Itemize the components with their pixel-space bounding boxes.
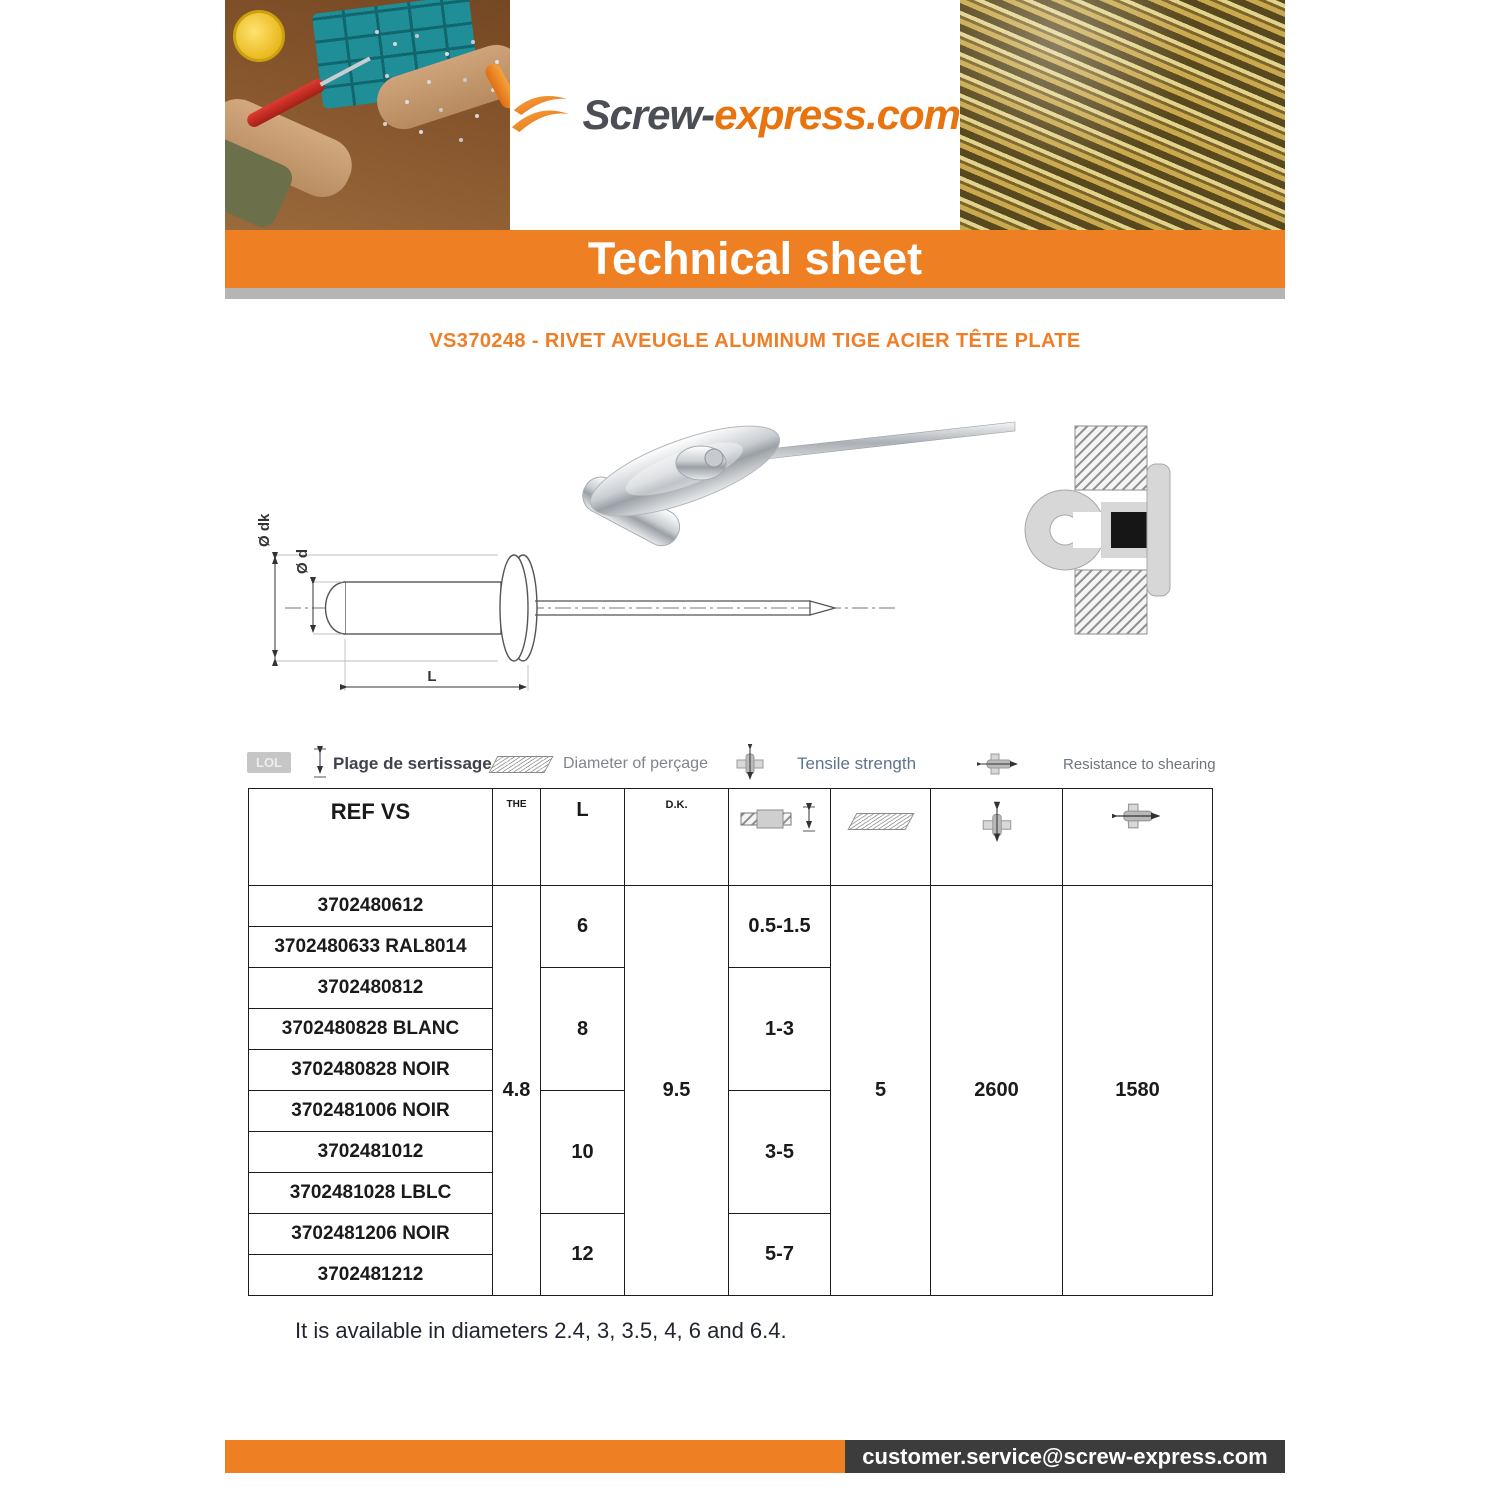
grip-range-cell: 1-3 xyxy=(729,968,831,1091)
ref-cell: 3702481206 NOIR xyxy=(249,1214,493,1255)
the-value-cell: 4.8 xyxy=(493,886,541,1296)
hatch-swatch-icon xyxy=(847,813,914,830)
banner-divider xyxy=(225,288,1285,299)
length-value-cell: 6 xyxy=(541,886,625,968)
grip-range-cell: 5-7 xyxy=(729,1214,831,1296)
spec-table xyxy=(248,788,1213,1296)
workbench-photo xyxy=(225,0,510,230)
logo xyxy=(510,0,960,230)
d-label: Ø d xyxy=(294,549,311,574)
ref-cell: 3702481028 LBLC xyxy=(249,1173,493,1214)
grip-range-cell: 3-5 xyxy=(729,1091,831,1214)
logo-suffix: express.com xyxy=(714,91,960,138)
legend-label-drill: Diameter of perçage xyxy=(563,755,708,772)
col-header-tensile xyxy=(931,789,1063,886)
shear-icon xyxy=(1112,799,1164,833)
legend xyxy=(225,742,1285,786)
page-title: VS370248 - RIVET AVEUGLE ALUMINUM TIGE ACIER TÊTE PLATE xyxy=(429,330,1081,352)
swoosh-icon xyxy=(510,88,570,142)
shear-resistance-cell: 1580 xyxy=(1063,886,1213,1296)
ref-cell: 3702480633 RAL8014 xyxy=(249,927,493,968)
table-header-row xyxy=(249,789,1213,886)
dk-label: Ø dk xyxy=(256,513,273,547)
shear-icon xyxy=(977,750,1021,778)
col-header-dk: D.K. xyxy=(625,789,729,886)
col-header-shear xyxy=(1063,789,1213,886)
drill-diameter-cell: 5 xyxy=(831,886,931,1296)
footer-bar xyxy=(225,1440,1285,1473)
length-value-cell: 12 xyxy=(541,1214,625,1296)
legend-label-tensile: Tensile strength xyxy=(797,754,917,773)
grip-range-icon xyxy=(737,799,823,839)
dk-value-cell: 9.5 xyxy=(625,886,729,1296)
length-label: L xyxy=(427,668,437,685)
length-value-cell: 10 xyxy=(541,1091,625,1214)
ref-cell: 3702480828 BLANC xyxy=(249,1009,493,1050)
logo-prefix: Screw- xyxy=(582,91,715,138)
banner xyxy=(225,230,1285,288)
contact-email: customer.service@screw-express.com xyxy=(862,1443,1268,1469)
legend-label-shear: Resistance to shearing xyxy=(1063,756,1216,773)
ref-cell: 3702480812 xyxy=(249,968,493,1009)
col-header-l: L xyxy=(541,789,625,886)
footer-accent xyxy=(225,1440,845,1473)
table-row xyxy=(249,886,1213,927)
ref-cell: 3702480612 xyxy=(249,886,493,927)
rivet-technical-drawing xyxy=(235,425,925,735)
tensile-icon xyxy=(979,799,1015,851)
col-header-drill xyxy=(831,789,931,886)
rivet-cross-section xyxy=(1015,408,1195,653)
col-header-ref: REF VS xyxy=(249,789,493,886)
ref-cell: 3702481006 NOIR xyxy=(249,1091,493,1132)
tensile-strength-cell: 2600 xyxy=(931,886,1063,1296)
footer-contact xyxy=(845,1440,1285,1473)
screws-scatter-decor xyxy=(375,30,379,34)
length-value-cell: 8 xyxy=(541,968,625,1091)
availability-note: It is available in diameters 2.4, 3, 3.5, 4, 6 and 6.4. xyxy=(295,1318,787,1343)
col-header-the: THE xyxy=(493,789,541,886)
header xyxy=(225,0,1285,230)
spec-table-body xyxy=(249,886,1213,1296)
ref-cell: 3702481012 xyxy=(249,1132,493,1173)
grip-range-cell: 0.5-1.5 xyxy=(729,886,831,968)
col-header-grip xyxy=(729,789,831,886)
banner-title: Technical sheet xyxy=(587,233,923,284)
tensile-icon xyxy=(733,744,767,784)
legend-label-crimp: Plage de sertissage xyxy=(333,754,492,773)
ref-cell: 3702480828 NOIR xyxy=(249,1050,493,1091)
lol-badge: LOL xyxy=(247,752,291,773)
logo-text xyxy=(582,91,960,139)
tape-measure-decor xyxy=(233,10,285,62)
screws-pile-photo xyxy=(960,0,1285,230)
crimp-range-icon xyxy=(313,746,327,780)
hatch-swatch-icon xyxy=(488,756,553,773)
ref-cell: 3702481212 xyxy=(249,1255,493,1296)
